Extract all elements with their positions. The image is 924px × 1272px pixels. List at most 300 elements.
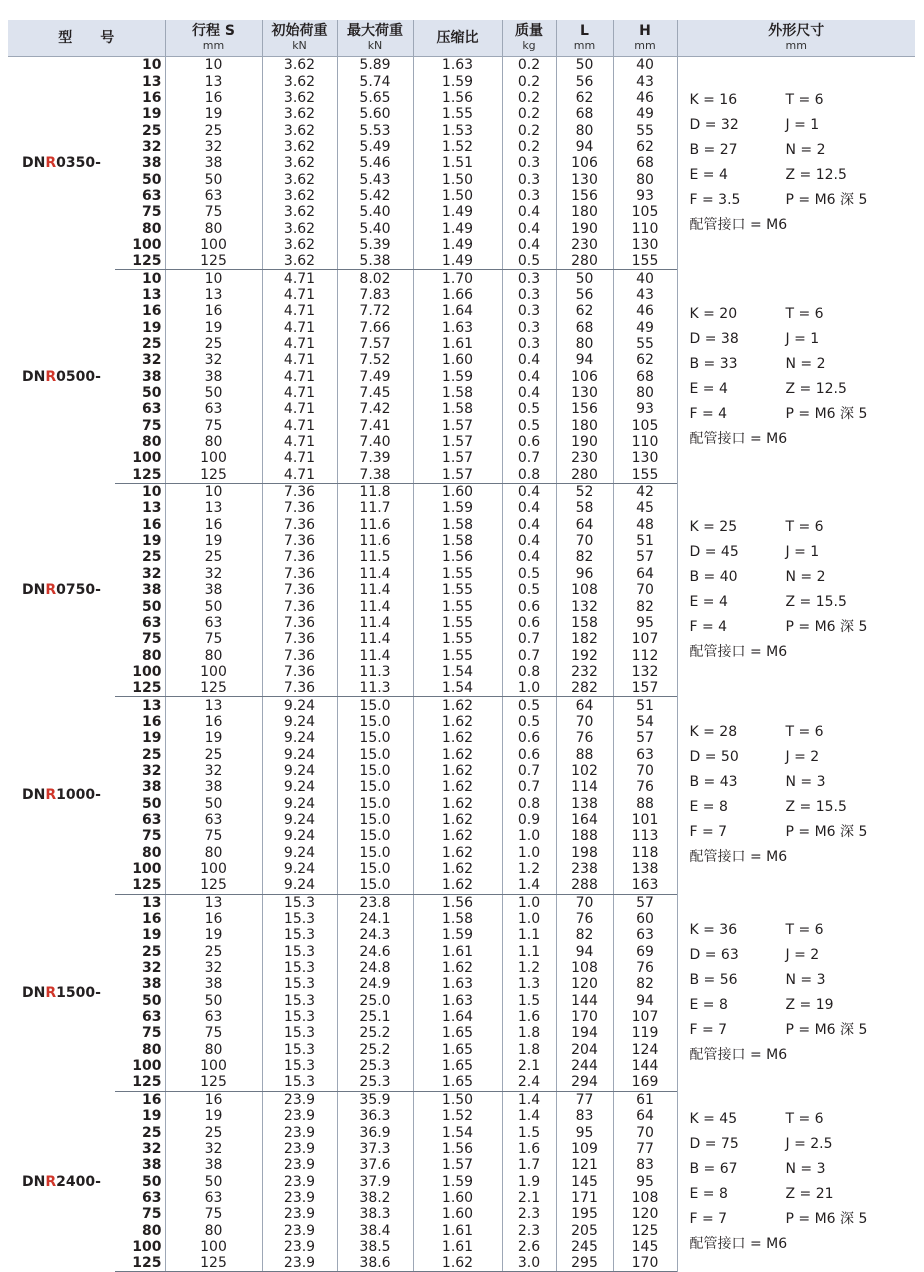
header-mass: 质量 kg xyxy=(502,20,556,57)
L-value: 130 xyxy=(556,385,613,401)
mass-value: 1.4 xyxy=(502,1108,556,1124)
model-accent-letter: R xyxy=(45,155,57,172)
L-value: 64 xyxy=(556,697,613,714)
stroke-value: 100 xyxy=(165,237,262,253)
stroke-code: 16 xyxy=(142,89,162,106)
L-value: 80 xyxy=(556,336,613,352)
H-value: 94 xyxy=(613,993,677,1009)
dimension-item: F = 7 xyxy=(689,1021,728,1038)
compression-ratio-value: 1.61 xyxy=(413,944,502,960)
model-prefix: DN xyxy=(22,368,46,385)
max-load-value: 7.72 xyxy=(337,303,413,319)
L-value: 144 xyxy=(556,993,613,1009)
H-value: 125 xyxy=(613,1222,677,1238)
stroke-value: 19 xyxy=(165,730,262,746)
H-value: 64 xyxy=(613,566,677,582)
stroke-code: 38 xyxy=(142,582,162,599)
stroke-value: 63 xyxy=(165,1009,262,1025)
L-value: 190 xyxy=(556,220,613,236)
initial-load-value: 7.36 xyxy=(262,664,337,680)
max-load-value: 7.45 xyxy=(337,385,413,401)
pipe-connection: 配管接口 = M6 xyxy=(689,849,788,866)
stroke-code: 80 xyxy=(142,1041,162,1058)
mass-value: 0.4 xyxy=(502,220,556,236)
stroke-value: 16 xyxy=(165,1091,262,1108)
initial-load-value: 7.36 xyxy=(262,566,337,582)
dimension-item: J = 2 xyxy=(785,946,820,963)
dimension-block xyxy=(677,697,915,894)
stroke-value: 125 xyxy=(165,1255,262,1272)
compression-ratio-value: 1.52 xyxy=(413,1108,502,1124)
initial-load-value: 7.36 xyxy=(262,615,337,631)
stroke-code: 100 xyxy=(132,450,162,467)
dimension-item: F = 4 xyxy=(689,405,728,422)
compression-ratio-value: 1.62 xyxy=(413,697,502,714)
L-value: 156 xyxy=(556,188,613,204)
compression-ratio-value: 1.55 xyxy=(413,598,502,614)
compression-ratio-value: 1.52 xyxy=(413,139,502,155)
stroke-code: 13 xyxy=(142,286,162,303)
dimension-list xyxy=(690,723,916,867)
stroke-value: 13 xyxy=(165,500,262,516)
stroke-value: 13 xyxy=(165,894,262,911)
H-value: 155 xyxy=(613,467,677,484)
compression-ratio-value: 1.55 xyxy=(413,615,502,631)
initial-load-value: 3.62 xyxy=(262,139,337,155)
mass-value: 0.3 xyxy=(502,336,556,352)
model-prefix: DN xyxy=(22,155,46,172)
dimension-item: B = 33 xyxy=(689,355,738,372)
max-load-value: 38.5 xyxy=(337,1239,413,1255)
H-value: 113 xyxy=(613,828,677,844)
table-row xyxy=(8,697,915,714)
table-row xyxy=(8,483,915,500)
stroke-code: 63 xyxy=(142,1009,162,1026)
initial-load-value: 3.62 xyxy=(262,171,337,187)
max-load-value: 5.74 xyxy=(337,73,413,89)
stroke-value: 16 xyxy=(165,911,262,927)
initial-load-value: 7.36 xyxy=(262,483,337,500)
max-load-value: 7.57 xyxy=(337,336,413,352)
dimension-item: J = 2.5 xyxy=(785,1135,833,1152)
stroke-code: 50 xyxy=(142,171,162,188)
stroke-value: 38 xyxy=(165,369,262,385)
stroke-code: 25 xyxy=(142,1124,162,1141)
stroke-value: 75 xyxy=(165,631,262,647)
stroke-value: 125 xyxy=(165,680,262,697)
mass-value: 1.2 xyxy=(502,861,556,877)
compression-ratio-value: 1.56 xyxy=(413,1141,502,1157)
stroke-value: 100 xyxy=(165,861,262,877)
L-value: 106 xyxy=(556,155,613,171)
stroke-code: 13 xyxy=(142,73,162,90)
H-value: 70 xyxy=(613,1124,677,1140)
stroke-value: 19 xyxy=(165,320,262,336)
compression-ratio-value: 1.55 xyxy=(413,106,502,122)
max-load-value: 25.3 xyxy=(337,1058,413,1074)
stroke-code: 125 xyxy=(115,467,165,484)
dimension-item: P = M6 深 5 xyxy=(785,1210,868,1227)
dimension-item: D = 63 xyxy=(689,946,739,963)
mass-value: 1.6 xyxy=(502,1009,556,1025)
max-load-value: 38.4 xyxy=(337,1222,413,1238)
compression-ratio-value: 1.63 xyxy=(413,320,502,336)
max-load-value: 37.6 xyxy=(337,1157,413,1173)
compression-ratio-value: 1.63 xyxy=(413,976,502,992)
compression-ratio-value: 1.66 xyxy=(413,287,502,303)
model-suffix: 0500- xyxy=(56,368,101,385)
stroke-code: 80 xyxy=(142,1222,162,1239)
mass-value: 0.8 xyxy=(502,664,556,680)
max-load-value: 7.66 xyxy=(337,320,413,336)
compression-ratio-value: 1.50 xyxy=(413,171,502,187)
stroke-code: 25 xyxy=(142,746,162,763)
compression-ratio-value: 1.56 xyxy=(413,549,502,565)
max-load-value: 5.49 xyxy=(337,139,413,155)
mass-value: 0.4 xyxy=(502,237,556,253)
max-load-value: 25.2 xyxy=(337,1042,413,1058)
stroke-value: 25 xyxy=(165,746,262,762)
compression-ratio-value: 1.54 xyxy=(413,1124,502,1140)
stroke-value: 125 xyxy=(165,877,262,894)
stroke-value: 19 xyxy=(165,927,262,943)
dimension-item: T = 6 xyxy=(785,519,824,536)
L-value: 194 xyxy=(556,1025,613,1041)
initial-load-value: 3.62 xyxy=(262,73,337,89)
compression-ratio-value: 1.56 xyxy=(413,90,502,106)
stroke-value: 19 xyxy=(165,106,262,122)
H-value: 63 xyxy=(613,927,677,943)
max-load-value: 15.0 xyxy=(337,746,413,762)
H-value: 124 xyxy=(613,1042,677,1058)
max-load-value: 15.0 xyxy=(337,779,413,795)
header-model: 型 号 xyxy=(8,20,165,57)
H-value: 82 xyxy=(613,976,677,992)
dimension-item: J = 1 xyxy=(785,544,820,561)
H-value: 107 xyxy=(613,1009,677,1025)
dimension-item: T = 6 xyxy=(785,305,824,322)
max-load-value: 7.41 xyxy=(337,418,413,434)
stroke-value: 25 xyxy=(165,1124,262,1140)
max-load-value: 38.2 xyxy=(337,1190,413,1206)
stroke-value: 32 xyxy=(165,352,262,368)
model-accent-letter: R xyxy=(45,368,57,385)
initial-load-value: 9.24 xyxy=(262,877,337,894)
stroke-value: 75 xyxy=(165,1025,262,1041)
H-value: 120 xyxy=(613,1206,677,1222)
dimension-item: Z = 19 xyxy=(785,996,834,1013)
mass-value: 0.5 xyxy=(502,418,556,434)
H-value: 60 xyxy=(613,911,677,927)
dimension-item: P = M6 深 5 xyxy=(785,405,868,422)
H-value: 70 xyxy=(613,582,677,598)
compression-ratio-value: 1.62 xyxy=(413,746,502,762)
mass-value: 0.8 xyxy=(502,467,556,484)
stroke-value: 80 xyxy=(165,647,262,663)
initial-load-value: 3.62 xyxy=(262,57,337,74)
initial-load-value: 9.24 xyxy=(262,795,337,811)
stroke-code: 80 xyxy=(142,844,162,861)
mass-value: 0.3 xyxy=(502,303,556,319)
L-value: 76 xyxy=(556,911,613,927)
stroke-code: 32 xyxy=(142,352,162,369)
compression-ratio-value: 1.62 xyxy=(413,763,502,779)
max-load-value: 11.4 xyxy=(337,647,413,663)
L-value: 280 xyxy=(556,467,613,484)
stroke-value: 13 xyxy=(165,287,262,303)
dimension-item: Z = 12.5 xyxy=(785,167,847,184)
mass-value: 0.2 xyxy=(502,139,556,155)
L-value: 282 xyxy=(556,680,613,697)
initial-load-value: 4.71 xyxy=(262,385,337,401)
max-load-value: 37.3 xyxy=(337,1141,413,1157)
stroke-value: 25 xyxy=(165,122,262,138)
L-value: 188 xyxy=(556,828,613,844)
dimension-item: B = 27 xyxy=(689,142,738,159)
dimension-item: N = 3 xyxy=(785,1160,826,1177)
mass-value: 1.8 xyxy=(502,1025,556,1041)
initial-load-value: 23.9 xyxy=(262,1108,337,1124)
H-value: 68 xyxy=(613,155,677,171)
L-value: 190 xyxy=(556,434,613,450)
L-value: 109 xyxy=(556,1141,613,1157)
stroke-code: 75 xyxy=(142,631,162,648)
initial-load-value: 23.9 xyxy=(262,1239,337,1255)
H-value: 55 xyxy=(613,336,677,352)
compression-ratio-value: 1.58 xyxy=(413,385,502,401)
compression-ratio-value: 1.55 xyxy=(413,631,502,647)
stroke-value: 50 xyxy=(165,993,262,1009)
max-load-value: 24.3 xyxy=(337,927,413,943)
mass-value: 0.3 xyxy=(502,320,556,336)
stroke-value: 80 xyxy=(165,1042,262,1058)
stroke-value: 75 xyxy=(165,828,262,844)
initial-load-value: 4.71 xyxy=(262,270,337,287)
compression-ratio-value: 1.55 xyxy=(413,566,502,582)
mass-value: 0.7 xyxy=(502,647,556,663)
compression-ratio-value: 1.54 xyxy=(413,680,502,697)
dimension-block xyxy=(677,57,915,270)
dimension-item: F = 7 xyxy=(689,1210,728,1227)
stroke-value: 80 xyxy=(165,845,262,861)
L-value: 83 xyxy=(556,1108,613,1124)
mass-value: 1.6 xyxy=(502,1141,556,1157)
dimension-item: N = 2 xyxy=(785,142,826,159)
stroke-code: 75 xyxy=(142,417,162,434)
dimension-item: D = 45 xyxy=(689,544,739,561)
pipe-connection: 配管接口 = M6 xyxy=(689,1046,788,1063)
stroke-code: 63 xyxy=(142,811,162,828)
mass-value: 0.6 xyxy=(502,746,556,762)
stroke-value: 50 xyxy=(165,598,262,614)
initial-load-value: 9.24 xyxy=(262,730,337,746)
compression-ratio-value: 1.50 xyxy=(413,1091,502,1108)
max-load-value: 25.0 xyxy=(337,993,413,1009)
initial-load-value: 9.24 xyxy=(262,812,337,828)
dimension-list xyxy=(690,91,916,235)
H-value: 119 xyxy=(613,1025,677,1041)
stroke-code: 25 xyxy=(142,549,162,566)
H-value: 42 xyxy=(613,483,677,500)
stroke-value: 32 xyxy=(165,960,262,976)
L-value: 88 xyxy=(556,746,613,762)
mass-value: 1.0 xyxy=(502,828,556,844)
mass-value: 0.3 xyxy=(502,270,556,287)
L-value: 77 xyxy=(556,1091,613,1108)
stroke-code: 100 xyxy=(132,1058,162,1075)
mass-value: 0.6 xyxy=(502,730,556,746)
dimension-item: E = 8 xyxy=(689,799,728,816)
mass-value: 0.8 xyxy=(502,795,556,811)
max-load-value: 15.0 xyxy=(337,730,413,746)
initial-load-value: 4.71 xyxy=(262,303,337,319)
model-suffix: 0350- xyxy=(56,155,101,172)
L-value: 94 xyxy=(556,352,613,368)
L-value: 76 xyxy=(556,730,613,746)
stroke-code: 32 xyxy=(142,138,162,155)
max-load-value: 5.65 xyxy=(337,90,413,106)
stroke-value: 100 xyxy=(165,664,262,680)
mass-value: 0.6 xyxy=(502,598,556,614)
H-value: 43 xyxy=(613,287,677,303)
max-load-value: 25.1 xyxy=(337,1009,413,1025)
initial-load-value: 9.24 xyxy=(262,845,337,861)
mass-value: 1.5 xyxy=(502,993,556,1009)
stroke-value: 38 xyxy=(165,1157,262,1173)
stroke-code: 19 xyxy=(142,106,162,123)
L-value: 64 xyxy=(556,517,613,533)
stroke-code: 63 xyxy=(142,614,162,631)
stroke-value: 38 xyxy=(165,779,262,795)
H-value: 138 xyxy=(613,861,677,877)
dimension-item: P = M6 深 5 xyxy=(785,1021,868,1038)
max-load-value: 38.3 xyxy=(337,1206,413,1222)
initial-load-value: 9.24 xyxy=(262,746,337,762)
max-load-value: 11.6 xyxy=(337,533,413,549)
compression-ratio-value: 1.65 xyxy=(413,1042,502,1058)
max-load-value: 7.40 xyxy=(337,434,413,450)
H-value: 82 xyxy=(613,598,677,614)
L-value: 130 xyxy=(556,171,613,187)
H-value: 93 xyxy=(613,188,677,204)
max-load-value: 11.4 xyxy=(337,566,413,582)
compression-ratio-value: 1.55 xyxy=(413,582,502,598)
H-value: 45 xyxy=(613,500,677,516)
compression-ratio-value: 1.62 xyxy=(413,812,502,828)
stroke-value: 38 xyxy=(165,582,262,598)
dimension-item: D = 38 xyxy=(689,330,739,347)
H-value: 107 xyxy=(613,631,677,647)
stroke-value: 25 xyxy=(165,336,262,352)
stroke-code: 32 xyxy=(142,1140,162,1157)
H-value: 145 xyxy=(613,1239,677,1255)
compression-ratio-value: 1.62 xyxy=(413,1255,502,1272)
max-load-value: 5.42 xyxy=(337,188,413,204)
dimension-item: P = M6 深 5 xyxy=(785,824,868,841)
stroke-code: 10 xyxy=(142,270,162,287)
L-value: 180 xyxy=(556,418,613,434)
initial-load-value: 3.62 xyxy=(262,204,337,220)
L-value: 288 xyxy=(556,877,613,894)
L-value: 244 xyxy=(556,1058,613,1074)
max-load-value: 25.3 xyxy=(337,1074,413,1091)
mass-value: 0.4 xyxy=(502,483,556,500)
stroke-value: 125 xyxy=(165,467,262,484)
compression-ratio-value: 1.53 xyxy=(413,122,502,138)
dimension-item: K = 45 xyxy=(689,1110,738,1127)
compression-ratio-value: 1.57 xyxy=(413,434,502,450)
model-accent-letter: R xyxy=(45,582,57,599)
L-value: 102 xyxy=(556,763,613,779)
mass-value: 1.0 xyxy=(502,911,556,927)
stroke-value: 25 xyxy=(165,944,262,960)
stroke-value: 63 xyxy=(165,615,262,631)
L-value: 121 xyxy=(556,1157,613,1173)
dimension-list xyxy=(690,1110,916,1254)
L-value: 195 xyxy=(556,1206,613,1222)
model-name xyxy=(8,697,115,894)
initial-load-value: 23.9 xyxy=(262,1222,337,1238)
H-value: 110 xyxy=(613,220,677,236)
max-load-value: 11.4 xyxy=(337,582,413,598)
L-value: 50 xyxy=(556,57,613,74)
H-value: 132 xyxy=(613,664,677,680)
dimension-block xyxy=(677,1091,915,1272)
dimension-item: D = 32 xyxy=(689,117,739,134)
compression-ratio-value: 1.55 xyxy=(413,647,502,663)
H-value: 130 xyxy=(613,237,677,253)
L-value: 204 xyxy=(556,1042,613,1058)
mass-value: 0.4 xyxy=(502,500,556,516)
stroke-code: 19 xyxy=(142,533,162,550)
compression-ratio-value: 1.62 xyxy=(413,795,502,811)
dimension-item: K = 25 xyxy=(689,519,738,536)
initial-load-value: 9.24 xyxy=(262,861,337,877)
model-name xyxy=(8,57,115,270)
compression-ratio-value: 1.61 xyxy=(413,1222,502,1238)
compression-ratio-value: 1.60 xyxy=(413,352,502,368)
mass-value: 0.4 xyxy=(502,533,556,549)
dimension-item: N = 3 xyxy=(785,971,826,988)
H-value: 169 xyxy=(613,1074,677,1091)
compression-ratio-value: 1.59 xyxy=(413,369,502,385)
stroke-code: 16 xyxy=(142,303,162,320)
compression-ratio-value: 1.62 xyxy=(413,845,502,861)
stroke-value: 100 xyxy=(165,1058,262,1074)
table-row xyxy=(8,57,915,74)
mass-value: 0.5 xyxy=(502,566,556,582)
mass-value: 1.7 xyxy=(502,1157,556,1173)
L-value: 295 xyxy=(556,1255,613,1272)
H-value: 57 xyxy=(613,730,677,746)
stroke-code: 100 xyxy=(132,663,162,680)
H-value: 40 xyxy=(613,270,677,287)
compression-ratio-value: 1.62 xyxy=(413,877,502,894)
stroke-value: 63 xyxy=(165,401,262,417)
mass-value: 2.6 xyxy=(502,1239,556,1255)
dimension-item: E = 4 xyxy=(689,594,728,611)
max-load-value: 5.40 xyxy=(337,204,413,220)
compression-ratio-value: 1.59 xyxy=(413,1173,502,1189)
H-value: 51 xyxy=(613,533,677,549)
dimension-item: Z = 21 xyxy=(785,1185,834,1202)
stroke-code: 125 xyxy=(115,680,165,697)
stroke-value: 100 xyxy=(165,450,262,466)
L-value: 294 xyxy=(556,1074,613,1091)
mass-value: 0.3 xyxy=(502,171,556,187)
model-prefix: DN xyxy=(22,787,46,804)
dimension-item: P = M6 深 5 xyxy=(785,192,868,209)
